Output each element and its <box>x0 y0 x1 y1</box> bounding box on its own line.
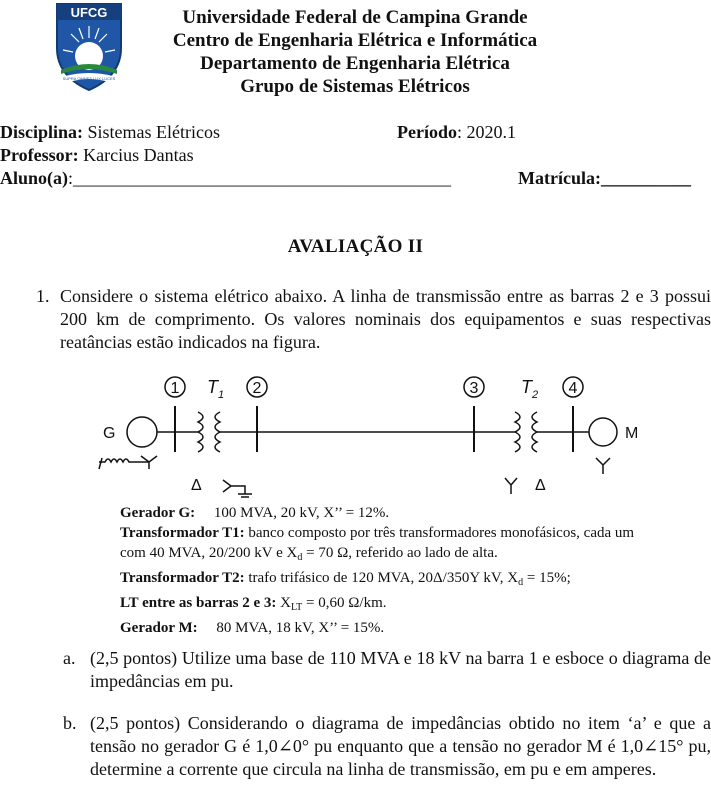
bus-4-marker <box>563 377 583 397</box>
disciplina-value: Sistemas Elétricos <box>87 122 220 142</box>
spec-subscript: d <box>297 552 303 563</box>
spec-label: Gerador M: <box>120 620 198 636</box>
spec-text: banco composto por três transformadores monofásicos, cada um <box>248 525 635 541</box>
periodo-line <box>397 121 516 143</box>
bus-1-label: 1 <box>170 380 180 397</box>
motor-wye-symbol <box>596 458 610 474</box>
spec-subscript: LT <box>290 602 303 613</box>
periodo-value: : 2020.1 <box>457 122 517 142</box>
spec-label: Gerador G: <box>120 505 196 521</box>
item-b-text: (2,5 pontos) Considerando o diagrama de impedâncias obtido no item ‘a’ e que a tensão no gerador G é 1,0∠0° pu enquanto que a tensão no gerador M é 1,0∠15° pu, determine a corrente que circula na linha de transmissão, em pu e em amperes. <box>90 713 711 779</box>
t2-delta-label: Δ <box>535 477 546 494</box>
aluno-label: Aluno(a) <box>0 168 69 188</box>
spec-label: LT entre as barras 2 e 3: <box>120 595 277 611</box>
spec-text: X <box>280 595 291 611</box>
question-text: Considere o sistema elétrico abaixo. A linha de transmissão entre as barras 2 e 3 possui 200 km de comprimento. Os valores nominais dos equipamentos e suas respectivas reatâncias estão indicados na figura. <box>60 286 711 352</box>
periodo-label: Período <box>397 122 457 142</box>
logo-text: UFCG <box>70 5 108 20</box>
header-department: Departamento de Engenharia Elétrica <box>200 53 510 74</box>
item-b-letter: b. <box>63 713 77 733</box>
transformer-t1 <box>198 412 257 452</box>
matricula-line <box>518 167 691 189</box>
aluno-line <box>0 167 451 189</box>
spec-gerador-m <box>120 618 700 638</box>
transformer-t2 <box>474 412 573 452</box>
t2-wye-symbol <box>505 478 517 494</box>
aluno-value: :__________________________________________ <box>68 168 452 188</box>
page-title: AVALIAÇÃO II <box>287 236 424 257</box>
spec-transformador-t1-cont <box>120 543 700 568</box>
spec-label: Transformador T1: <box>120 525 245 541</box>
disciplina-line <box>0 121 220 143</box>
spec-text: = 0,60 Ω/km. <box>302 595 387 611</box>
spec-subscript: d <box>518 577 524 588</box>
spec-gerador-g <box>120 503 700 523</box>
item-a-text: (2,5 pontos) Utilize uma base de 110 MVA e 18 kV na barra 1 e esboce o diagrama de impedâncias em pu. <box>90 648 711 691</box>
spec-transformador-t2 <box>120 568 700 593</box>
t1-delta-label: Δ <box>191 477 202 494</box>
spec-transformador-t1 <box>120 523 700 543</box>
professor-label: Professor: <box>0 145 79 165</box>
professor-line <box>0 144 194 166</box>
t2-label: $T_2$ <box>521 377 539 401</box>
generator-g-label: G <box>103 425 116 442</box>
header-center: Centro de Engenharia Elétrica e Informática <box>172 30 538 51</box>
bus-2-marker <box>247 377 267 397</box>
spec-text: = 70 Ω, referido ao lado de alta. <box>302 545 498 561</box>
item-a-letter: a. <box>63 648 76 668</box>
grounding-reactor <box>99 459 149 462</box>
professor-value: Karcius Dantas <box>83 145 194 165</box>
bus-3-marker <box>464 377 484 397</box>
matricula-value: __________ <box>600 168 691 188</box>
spec-text: trafo trifásico de 120 MVA, 20Δ/350Y kV, X <box>248 570 519 586</box>
t1-wye-ground-symbol <box>223 480 252 497</box>
spec-text: 100 MVA, 20 kV, X’’ = 12%. <box>213 505 390 521</box>
spec-label: Transformador T2: <box>120 570 245 586</box>
logo-motto: SUPRA OMNES LUX LUCES <box>62 76 116 81</box>
question-number: 1. <box>36 286 50 306</box>
t1-label: $T_1$ <box>207 377 225 401</box>
bus-3-label: 3 <box>469 380 479 397</box>
bus-2-label: 2 <box>252 380 262 397</box>
matricula-label: Matrícula: <box>518 168 601 188</box>
motor-m-symbol <box>589 418 617 446</box>
spec-lt <box>120 593 700 618</box>
header-university: Universidade Federal de Campina Grande <box>182 7 528 28</box>
disciplina-label: Disciplina: <box>0 122 84 142</box>
spec-text: com 40 MVA, 20/200 kV e X <box>120 545 298 561</box>
single-line-diagram <box>95 368 655 500</box>
spec-text: = 15%; <box>523 570 571 586</box>
motor-m-label: M <box>625 425 639 442</box>
bus-4-label: 4 <box>568 380 578 397</box>
header-group: Grupo de Sistemas Elétricos <box>240 76 470 97</box>
spec-text: 80 MVA, 18 kV, X’’ = 15%. <box>216 620 385 636</box>
equipment-specs <box>120 503 700 638</box>
generator-g-symbol <box>127 417 157 447</box>
bus-1-marker <box>165 377 185 397</box>
